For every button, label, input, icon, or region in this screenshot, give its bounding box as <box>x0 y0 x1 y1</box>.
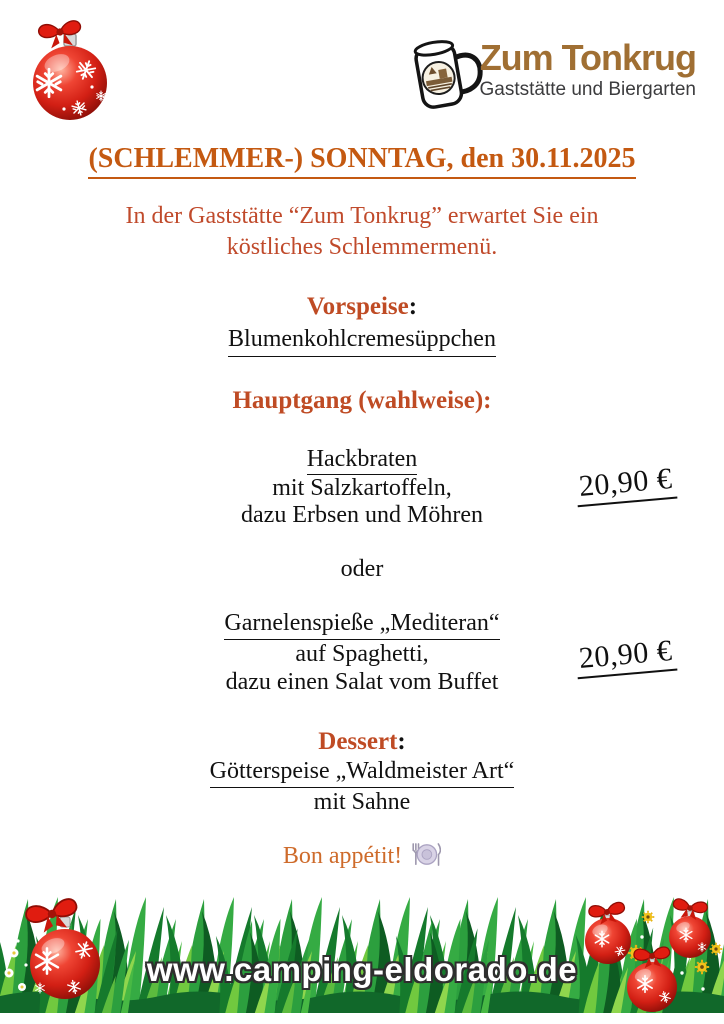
vorspeise-dish-name: Blumenkohlcremesüppchen <box>228 323 496 357</box>
dessert-dish-name: Götterspeise „Waldmeister Art“ <box>210 757 515 789</box>
christmas-bauble-icon <box>16 10 118 124</box>
dessert-dish-line <box>0 757 724 789</box>
section-hauptgang <box>0 387 724 415</box>
section-dessert <box>0 727 724 818</box>
greeting-line <box>0 842 724 874</box>
dish1-line-2: mit Salzkartoffeln, <box>272 475 452 501</box>
logo-title: Zum Tonkrug <box>479 37 696 78</box>
page-title <box>0 143 724 179</box>
dish2-name-line <box>0 609 724 640</box>
dessert-line-2: mit Sahne <box>313 789 411 815</box>
dish2-name: Garnelenspieße „Mediteran“ <box>224 609 499 640</box>
dish1-line-3: dazu Erbsen und Möhren <box>241 502 483 528</box>
vorspeise-label: Vorspeise <box>306 293 409 320</box>
intro-line-1: In der Gaststätte “Zum Tonkrug” erwartet Sie ein <box>125 203 599 229</box>
page-title-text: (SCHLEMMER-) SONNTAG, den 30.11.2025 <box>88 143 635 179</box>
restaurant-logo <box>479 37 696 101</box>
dish2-line-3: dazu einen Salat vom Buffet <box>225 669 499 695</box>
vorspeise-dish <box>0 323 724 357</box>
vorspeise-colon: : <box>408 293 418 320</box>
plate-cutlery-icon <box>411 842 441 874</box>
dish2-line-2: auf Spaghetti, <box>295 640 429 667</box>
vorspeise-heading <box>0 291 724 323</box>
dessert-label: Dessert <box>318 728 398 755</box>
dessert-colon: : <box>397 728 406 755</box>
dish1-name: Hackbraten <box>307 446 418 475</box>
dessert-heading <box>0 727 724 757</box>
hauptgang-heading: Hauptgang (wahlweise): <box>232 387 492 414</box>
logo-subtitle: Gaststätte und Biergarten <box>479 79 696 100</box>
dish1-price: 20,90 € <box>575 462 677 508</box>
intro-line-2: köstliches Schlemmermenü. <box>226 234 498 260</box>
choice-separator: oder <box>340 556 384 582</box>
greeting-text: Bon appétit! <box>282 843 403 869</box>
section-vorspeise <box>0 291 724 357</box>
intro-text <box>0 201 724 263</box>
dish2-price: 20,90 € <box>575 634 677 680</box>
website-url: www.camping-eldorado.de <box>146 951 578 988</box>
